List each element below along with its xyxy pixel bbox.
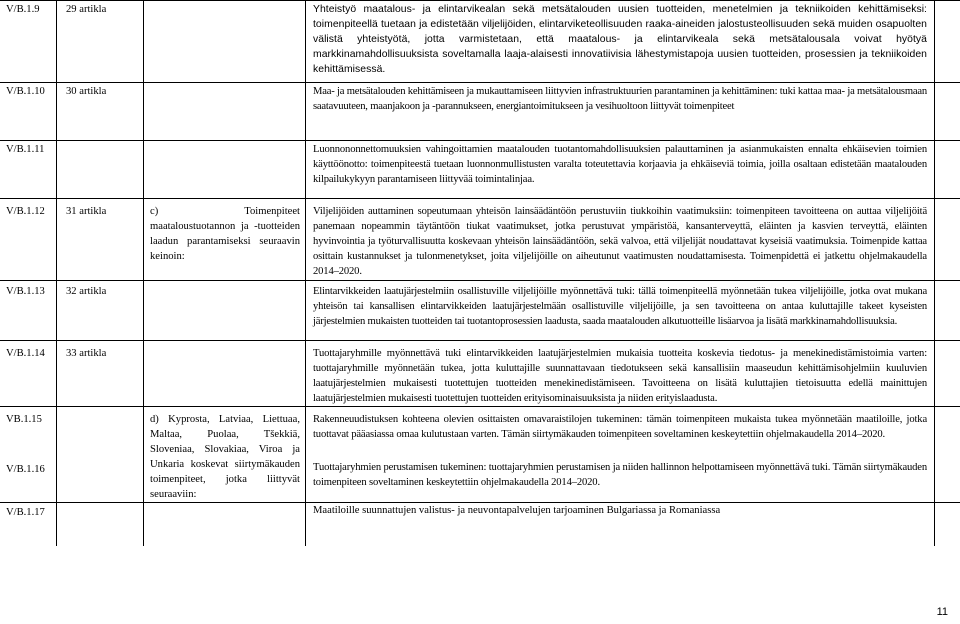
table-rule (305, 0, 306, 546)
table-rule (0, 82, 960, 83)
table-rule (0, 280, 960, 281)
row-measure: c) Toimenpiteet maataloustuotannon ja -tuotteiden laadun parantamiseksi seuraavin keinoin: (150, 206, 300, 262)
row-id: V/B.1.12 (6, 206, 45, 217)
row-description: Maa- ja metsätalouden kehittämiseen ja mukauttamiseen liittyvien infrastruktuurien parantaminen ja kehittäminen: tuki kattaa maa- ja metsätalousmaan saatavuuteen, maanjakoon ja -parannukseen, energiantoimitukseen ja vesihuoltoon liittyvät toimenpiteet (313, 86, 927, 112)
table-rule (0, 406, 960, 407)
row-id: V/B.1.13 (6, 286, 45, 297)
row-description: Tuottajaryhmille myönnettävä tuki elintarvikkeiden laatujärjestelmien mukaisia tuotteita koskevia tiedotus- ja menekinedistämistoimia varten: tuottajaryhmille myönnetään tukea, jotta kuluttajille suunnattavaan tiedotukseen sekä kansallisiin maaseudun kehittämisohjelmiin kuuluvien laatujärjestelmien mukaisesti tuotettujen tuotteiden menekinedistämiseen. Tavoitteena on lisätä kuluttajien tietoisuutta edellä mainittujen laatujärjestelmien mukaisesti tuotettujen tuotteiden erityisominaisuuksista ja niiden erityislaadusta. (313, 348, 927, 404)
row-id: V/B.1.10 (6, 86, 45, 97)
row-description: Luonnononnettomuuksien vahingoittamien maatalouden tuotantomahdollisuuksien palauttaminen ja asianmukaisten ennalta ehkäisevien toimien käyttöönotto: toimenpiteestä tuetaan luonnonmullistusten varalta toteutettavia korjaavia ja ehkäiseviä toimia, joilla osaltaan edistetään maatalouden kilpailukykyyn parantamiseen liittyvää toimintalinjaa. (313, 144, 927, 185)
table-rule (0, 340, 960, 341)
table-rule (0, 198, 960, 199)
table-rule (0, 0, 960, 1)
table-rule (934, 0, 935, 546)
row-id: V/B.1.9 (6, 4, 40, 15)
row-description: Yhteistyö maatalous- ja elintarvikealan sekä metsätalouden uusien tuotteiden, menetelmien ja tekniikoiden kehittämiseksi: toimenpiteellä tuetaan ja edistetään viljelijöiden, elintarviketeollisuuden raaka-aineiden jalostusteollisuuden sekä muiden osapuolten välistä yhteistyötä, jotta varmistetaan, että maatalous- ja elintarvikeala sekä metsätalousala voivat hyötyä markkinamahdollisuuksista soveltamalla laaja-alaisesti innovatiivisia lähestymistapoja uusien tuotteiden, prosessien ja tekniikoiden kehittämisessä. (313, 4, 927, 75)
row-description: Tuottajaryhmien perustamisen tukeminen: tuottajaryhmien perustamisen ja niiden hallinnon helpottamiseen myönnettävä tuki. Tämän siirtymäkauden toimenpiteen soveltaminen keskeytettiin ohjelmakaudella 2014–2020. (313, 462, 927, 488)
row-article: 29 artikla (66, 4, 107, 15)
row-article: 33 artikla (66, 348, 107, 359)
table-rule (56, 0, 57, 546)
row-description: Maatiloille suunnattujen valistus- ja neuvontapalvelujen tarjoaminen Bulgariassa ja Romaniassa (313, 505, 721, 516)
table-rule (0, 140, 960, 141)
row-measure: d) Kyprosta, Latviaa, Liettuaa, Maltaa, Puolaa, Tšekkiä, Sloveniaa, Slovakiaa, Viroa ja Unkaria koskevat siirtymäkauden toimenpiteet, jotka liittyvät seuraaviin: (150, 414, 300, 500)
row-article: 32 artikla (66, 286, 107, 297)
row-article: 31 artikla (66, 206, 107, 217)
row-id: VB.1.15 (6, 414, 42, 425)
row-id: V/B.1.17 (6, 507, 45, 518)
row-id: V/B.1.14 (6, 348, 45, 359)
page-number: 11 (936, 606, 948, 618)
row-description: Viljelijöiden auttaminen sopeutumaan yhteisön lainsäädäntöön perustuviin tiukkoihin vaatimuksiin: toimenpiteen tavoitteena on auttaa viljelijöitä panemaan nopeammin täytäntöön tiukat vaatimukset, jotka perustuvat ympäristöä, kansanterveyttä, eläinten ja kasvien terveyttä, eläinten hyvinvointia ja työturvallisuutta koskevaan yhteisön lainsäädäntöön, sekä valvoa, että viljelijät noudattavat kyseisiä vaatimuksia. Toimenpide kattaa osittain kustannukset ja tulonmenetykset, joita viljelijöille on aiheutunut vaatimusten noudattamisesta. Toimenpidettä ei jatkettu ohjelmakaudella 2014–2020. (313, 206, 927, 277)
row-description: Elintarvikkeiden laatujärjestelmiin osallistuville viljelijöille myönnettävä tuki: tällä toimenpiteellä myönnetään tukea viljelijöille, jotka ovat mukana yhteisön tai kansallisen elintarvikkeiden laatujärjestelmään osallistuville viljelijöille, ja sen tavoitteena on antaa kuluttajille takeet kyseisten järjestelmien mukaisten tuotteiden tai tuotantoprosessien laadusta, saada maatalouden alkutuotteille lisäarvoa ja lisätä markkinamahdollisuuksia. (313, 286, 927, 327)
row-article: 30 artikla (66, 86, 107, 97)
row-description: Rakenneuudistuksen kohteena olevien osittaisten omavaraistilojen tukeminen: tämän toimenpiteen mukaista tukea myönnetään maatiloille, jotka tuottavat pääasiassa omaa kulutustaan varten. Tämän siirtymäkauden toimenpiteen soveltaminen keskeytettiin ohjelmakaudella 2014–2020. (313, 414, 927, 440)
row-id: V/B.1.16 (6, 464, 45, 475)
row-id: V/B.1.11 (6, 144, 45, 155)
table-rule (143, 0, 144, 546)
